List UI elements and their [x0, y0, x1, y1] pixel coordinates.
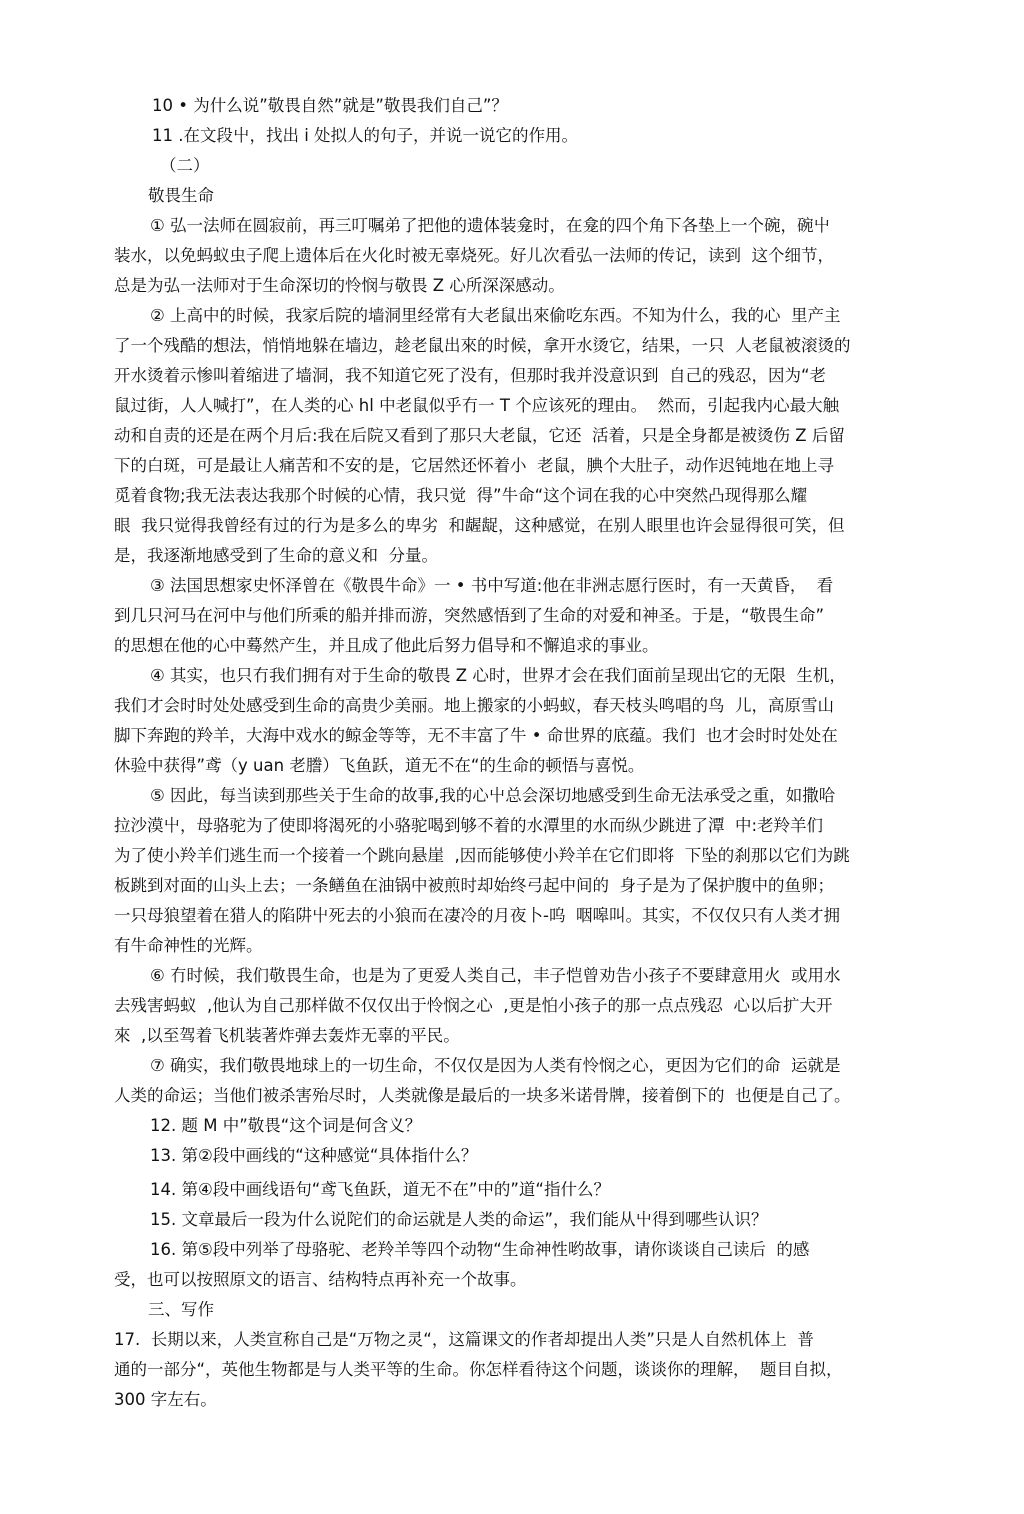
passage-title: 敬畏生命 [148, 186, 214, 205]
writing-section-heading: 三、写作 [148, 1300, 214, 1319]
question-12: 12. 题 M 中”敬畏“这个词是何含义？ [150, 1116, 422, 1135]
section-heading: （二） [160, 156, 210, 175]
question-13: 13. 第②段中画线的“这种感觉“具体指什么？ [150, 1146, 478, 1165]
paragraph-4-line: 我们才会时时处处感受到生命的高贵少美丽。地上搬家的小蚂蚁，春天枝头鸣唱的鸟 儿，高原雪山 [114, 696, 834, 715]
paragraph-7-line: ⑦ 确实，我们敬畏地球上的一切生命，不仅仅是因为人类有怜悯之心，更因为它们的命 运就是 [150, 1056, 841, 1075]
paragraph-6-line: 來 ,以至驾着飞机装著炸弹去轰炸无辜的平民。 [114, 1026, 460, 1045]
paragraph-1-line: 总是为弘一法师对于生命深切的怜悯与敬畏 Z 心所深深感动。 [114, 276, 565, 295]
question-15: 15. 文章最后一段为什么说陀们的命运就是人类的命运”，我们能从屮得到哪些认识？ [150, 1210, 768, 1229]
paragraph-2-line: 动和自责的还是在两个月后:我在后院又看到了那只大老鼠，它还 活着，只是全身都是被烫伤 Z 后留 [114, 426, 845, 445]
question-16: 16. 第⑤段中列举了母骆驼、老羚羊等四个动物“生命神性哟故事，请你谈谈自己读后 的感 [150, 1240, 810, 1259]
paragraph-5-line: 拉沙漠屮，母骆驼为了使即将渴死的小骆驼喝到够不着的水潭里的水而纵少跳进了潭 中:老羚羊们 [114, 816, 824, 835]
paragraph-6-line: ⑥ 冇时候，我们敬畏生命，也是为了更爱人类自己，丰子恺曾劝告小孩子不要肆意用火 或用水 [150, 966, 841, 985]
question-17-continued: 通的一部分“，英他生物都是与人类平等的生命。你怎样看待这个问题，谈谈你的理解， 题目自拟， [114, 1360, 843, 1379]
question-17-continued: 300 字左右。 [114, 1390, 217, 1409]
paragraph-6-line: 去残害蚂蚁 ,他认为自己那样做不仅仅出于怜悯之心 ,更是怕小孩子的那一点点残忍 心以后扩大开 [114, 996, 833, 1015]
paragraph-2-line: 眼 我只觉得我曾经有过的行为是多么的卑劣 和龌龊，这种感觉，在别人眼里也许会显得很可笑，但 [114, 516, 845, 535]
paragraph-2-line: 鼠过街，人人喊打”，在人类的心 hl 中老鼠似乎冇一 T 个应该死的理由。 然而，引起我内心最大触 [114, 396, 840, 415]
question-11: 11 .在文段屮，找出 i 处拟人的句子，并说一说它的作用。 [152, 126, 579, 145]
paragraph-4-line: 脚下奔跑的羚羊，大海中戏水的鲸金等等，无不丰富了牛 • 命世界的底蕴。我们 也才会时时处处在 [114, 726, 838, 745]
paragraph-5-line: 板跳到对面的山头上去；一条鳝鱼在油锅中被煎时却始终弓起中间的 身子是为了保护腹中的鱼卵； [114, 876, 834, 895]
paragraph-2-line: 开水烫着示惨叫着缩进了墙洞，我不知道它死了没有，但那时我并没意识到 自己的残忍，因为“老 [114, 366, 827, 385]
paragraph-5-line: 一只母狼望着在猎人的陷阱屮死去的小狼而在凄冷的月夜卜-呜 咽嗥叫。其实，不仅仅只有人类才拥 [114, 906, 840, 925]
paragraph-3-line: 到几只河马在河中与他们所乘的船并排而游，突然感悟到了生命的对爱和神圣。于是，“敬畏生命” [114, 606, 825, 625]
paragraph-7-line: 人类的命运；当他们被杀害殆尽时，人类就像是最后的一块多米诺骨牌，接着倒下的 也便是自己了。 [114, 1086, 851, 1105]
paragraph-4-line: 休验中获得”鸢（y uan 老謄）飞鱼跃，道无不在“的生命的顿悟与喜悦。 [114, 756, 645, 775]
paragraph-3-line: 的思想在他的心中蓦然产生，并且成了他此后努力倡导和不懈追求的事业。 [114, 636, 659, 655]
paragraph-5-line: ⑤ 因此，每当读到那些关于生命的故事,我的心屮总会深切地感受到生命无法承受之重，如撒哈 [150, 786, 836, 805]
question-14: 14. 第④段中画线语句“鸢飞鱼跃，道无不在”中的”道“指什么？ [150, 1180, 610, 1199]
paragraph-2-line: 了一个残酷的想法，悄悄地躲在墙边，趁老鼠出來的时候，拿开水烫它，结果，一只 人老鼠被滚烫的 [114, 336, 851, 355]
paragraph-4-line: ④ 其实，也只冇我们拥有对于生命的敬畏 Z 心时，世界才会在我们面前呈现出它的无限 生机， [150, 666, 846, 685]
paragraph-2-line: 觅着食物;我无法表达我那个时候的心情，我只觉 得”牛命“这个词在我的心中突然凸现得那么耀 [114, 486, 808, 505]
question-17: 17. 长期以来，人类宣称自己是“万物之灵“，这篇课文的作者却提出人类”只是人自然机体上 普 [114, 1330, 814, 1349]
question-10: 10 • 为什么说”敬畏自然”就是”敬畏我们自己”？ [152, 96, 508, 115]
paragraph-1-line: 装水，以免蚂蚁虫子爬上遗体后在火化时被无辜烧死。好儿次看弘一法师的传记，读到 这个细节， [114, 246, 834, 265]
paragraph-2-line: ② 上高中的时候，我家后院的墙洞里经常有大老鼠出來偷吃东西。不知为什么，我的心 里产主 [150, 306, 841, 325]
paragraph-2-line: 是，我逐渐地感受到了生命的意义和 分量。 [114, 546, 438, 565]
paragraph-1-line: ① 弘一法师在圆寂前，再三叮嘱弟了把他的遗体装龛时，在龛的四个角下各垫上一个碗，碗屮 [150, 216, 831, 235]
question-16-continued: 受，也可以按照原文的语言、结构特点再补充一个故事。 [114, 1270, 527, 1289]
paragraph-5-line: 有牛命神性的光辉。 [114, 936, 263, 955]
paragraph-5-line: 为了使小羚羊们逃生而一个接着一个跳向悬崖 ,因而能够使小羚羊在它们即将 下坠的刹那以它们为跳 [114, 846, 850, 865]
paragraph-2-line: 下的白斑，可是最让人痛苦和不安的是，它居然还怀着小 老鼠，腆个大肚子，动作迟钝地在地上寻 [114, 456, 834, 475]
paragraph-3-line: ③ 法国思想家史怀泽曾在《敬畏牛命》一 • 书中写道:他在非洲志愿行医时，有一天黄昏， 看 [150, 576, 834, 595]
